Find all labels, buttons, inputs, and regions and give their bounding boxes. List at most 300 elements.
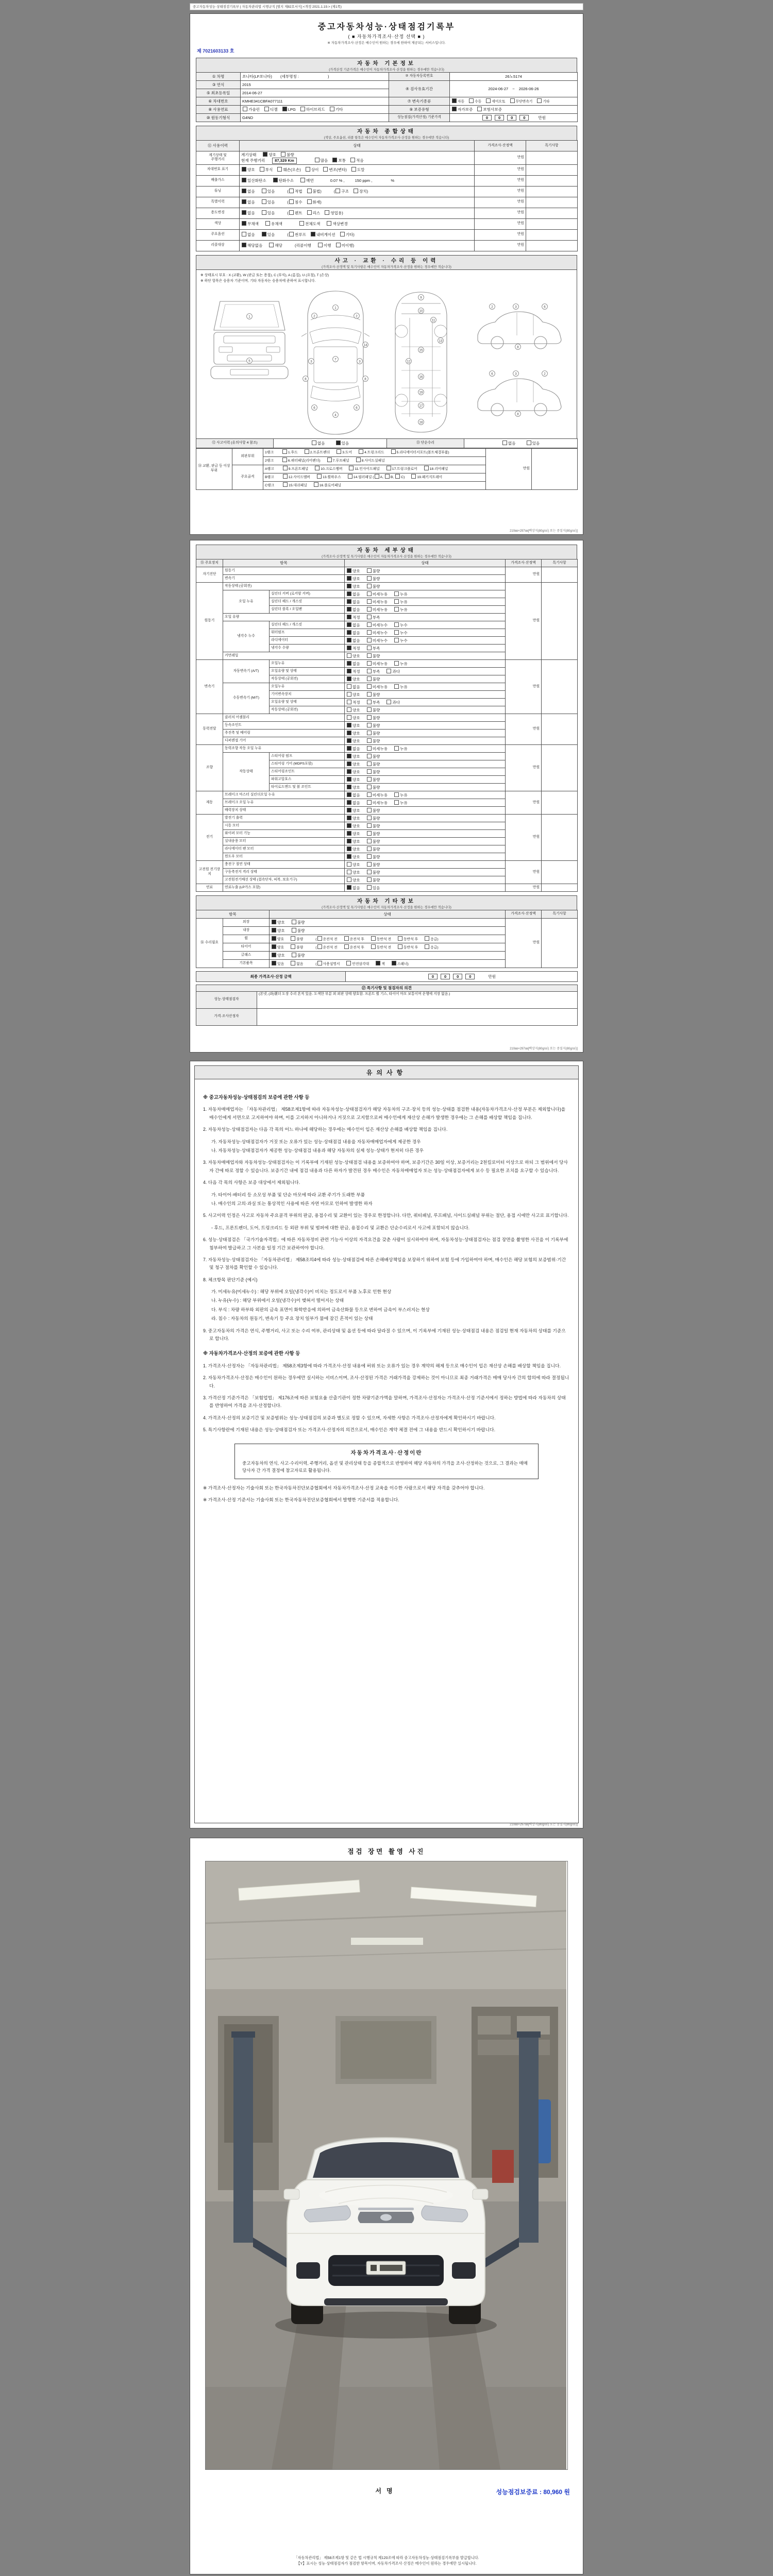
checkbox[interactable] — [291, 944, 295, 949]
checkbox[interactable] — [347, 692, 351, 697]
table-cell: 양호 불량 — [345, 784, 506, 791]
checkbox[interactable] — [424, 466, 429, 470]
table-row — [196, 164, 578, 175]
checkbox[interactable] — [367, 646, 372, 650]
checkbox[interactable] — [367, 792, 372, 797]
checkbox-checked[interactable] — [347, 607, 351, 612]
svg-text:7: 7 — [334, 358, 337, 362]
checkbox[interactable] — [283, 466, 288, 470]
checkbox[interactable] — [367, 622, 372, 627]
checkbox[interactable] — [367, 692, 372, 697]
checkbox[interactable] — [386, 700, 391, 704]
checkbox[interactable] — [367, 715, 372, 720]
checkbox[interactable] — [292, 953, 296, 957]
checkbox[interactable] — [347, 877, 351, 882]
checkbox[interactable] — [292, 920, 296, 924]
table-cell: 원동기 — [223, 567, 345, 575]
checkbox[interactable] — [243, 107, 247, 111]
checkbox-checked[interactable] — [272, 944, 276, 949]
table-cell: 양호 불량 — [345, 730, 506, 737]
checkbox[interactable] — [367, 568, 372, 573]
checkbox[interactable] — [281, 152, 285, 157]
checkbox[interactable] — [398, 936, 402, 941]
table-row — [196, 991, 578, 1008]
checkbox[interactable] — [306, 167, 310, 172]
doc-note: ※ 자동차가격조사·산정은 매수인이 원하는 경우에 한하여 제공되는 서비스입니다. — [327, 41, 446, 45]
checkbox-checked[interactable] — [347, 854, 351, 859]
checkbox[interactable] — [394, 792, 399, 797]
spacer — [296, 110, 300, 111]
checkbox-checked[interactable] — [347, 800, 351, 805]
checkbox[interactable] — [398, 944, 402, 949]
checkbox-checked[interactable] — [347, 746, 351, 751]
checkbox[interactable] — [375, 474, 379, 479]
checkbox[interactable] — [367, 816, 372, 820]
checkbox[interactable] — [317, 474, 322, 479]
checkbox-checked[interactable] — [376, 961, 380, 965]
checkbox[interactable] — [317, 944, 322, 949]
checkbox[interactable] — [367, 599, 372, 604]
notice-line: 다. 부식 : 차량 하부와 외판의 금속 표면이 화학반응에 의하여 금속산화물 등으로 변하여 금속이 부스러지는 현상 — [211, 1307, 430, 1312]
checkbox[interactable] — [317, 961, 322, 965]
checkbox[interactable] — [367, 607, 372, 612]
checkbox[interactable] — [394, 746, 399, 751]
checkbox[interactable] — [367, 785, 372, 789]
checkbox[interactable] — [510, 98, 515, 103]
table-cell: ⑨ 보증유형 — [389, 106, 450, 114]
checkbox[interactable] — [300, 107, 305, 111]
checkbox[interactable] — [537, 98, 542, 103]
checkbox[interactable] — [367, 877, 372, 882]
checkbox[interactable] — [367, 723, 372, 727]
notice-line: 6. 성능·상태점검은 「국가기술자격법」에 따른 자동차정비 관련 기능사 이상의 자격요건을 갖춘 사람이 실시하여야 하며, 자동차성능·상태점검자는 점검 장면을 촬영한 사진을 이 기록부에 첨부하여 발급하고 그 사본을 일정 기간 보관하여야 합니다. — [203, 1237, 568, 1250]
checkbox[interactable] — [394, 591, 399, 596]
table-cell: (본넷, (좌)휀더 도장 수리 흔적 있음. 도색한 부분 외 외판 상태 양호함. 프론트 휠 기스, 타이어 마모 보통이며 운행에 지장 없음.) — [257, 991, 578, 1008]
checkbox[interactable] — [394, 599, 399, 604]
checkbox-checked[interactable] — [347, 723, 351, 727]
checkbox-checked[interactable] — [347, 638, 351, 642]
section-title: 자동차 종합상태 — [357, 128, 416, 134]
checkbox[interactable] — [367, 576, 372, 581]
table-cell: 없음 있음 — [274, 438, 387, 448]
checkbox[interactable] — [282, 449, 287, 454]
checkbox[interactable] — [264, 107, 269, 111]
checkbox[interactable] — [367, 676, 372, 681]
checkbox[interactable] — [367, 684, 372, 689]
checkbox-checked[interactable] — [242, 210, 246, 215]
spacer — [255, 235, 261, 236]
checkbox[interactable] — [262, 210, 266, 215]
checkbox[interactable] — [367, 669, 372, 673]
svg-text:2: 2 — [356, 314, 358, 318]
form-size-note: 210㎜×297㎜[백상지(80g/㎡) 또는 중질지(80g/㎡)] — [510, 1047, 578, 1050]
table-cell: 양호 불량 — [270, 927, 506, 935]
checkbox[interactable] — [367, 653, 372, 658]
table-cell: 만원 — [475, 208, 526, 218]
checkbox[interactable] — [289, 210, 294, 215]
checkbox[interactable] — [367, 854, 372, 859]
checkbox[interactable] — [367, 638, 372, 642]
checkbox[interactable] — [527, 440, 531, 445]
spacer — [360, 881, 366, 882]
notice-line: 나. 매수인의 고의·과실 또는 통상적인 사용에 따른 자연 마모로 인하여 발생한 하자 — [211, 1200, 373, 1206]
checkbox[interactable] — [385, 474, 390, 479]
checkbox[interactable] — [277, 167, 282, 172]
overall-state-table — [196, 140, 578, 251]
checkbox[interactable] — [336, 243, 341, 247]
checkbox[interactable] — [289, 189, 294, 193]
table-cell: 디퍼렌셜 기어 — [223, 737, 345, 745]
table-cell: 1랭크 1.후드 2.프론트펜더 3.도어 4.트렁크리드 5.라디에이터서포트(볼트체결부품) — [263, 448, 486, 456]
checkbox[interactable] — [315, 158, 320, 162]
checkbox-checked[interactable] — [347, 599, 351, 604]
svg-text:6: 6 — [313, 406, 315, 410]
checkbox[interactable] — [356, 457, 361, 462]
checkbox-checked[interactable] — [347, 785, 351, 789]
checkbox-checked[interactable] — [311, 232, 315, 236]
checkbox[interactable] — [291, 961, 295, 965]
checkbox-checked[interactable] — [347, 576, 351, 581]
checkbox-checked[interactable] — [272, 961, 276, 965]
table-cell: 자가보증 보험사보증 — [450, 106, 578, 114]
checkbox[interactable] — [367, 800, 372, 805]
checkbox[interactable] — [394, 622, 399, 627]
checkbox[interactable] — [367, 862, 372, 867]
notice-line: 5. 특기사항란에 기재된 내용은 성능·상태점검자 또는 가격조사·산정자의 의견으로서, 매수인은 계약 체결 전에 그 내용을 반드시 확인하시기 바랍니다. — [203, 1427, 496, 1433]
checkbox-checked[interactable] — [242, 199, 246, 204]
form-size-note: 210㎜×297㎜[백상지(80g/㎡) 또는 중질지(80g/㎡)] — [510, 530, 578, 533]
checkbox[interactable] — [337, 449, 341, 454]
checkbox[interactable] — [289, 199, 294, 204]
checkbox[interactable] — [367, 731, 372, 735]
section-note: (가격조사·산정액 및 특기사항은 매수인이 자동차가격조사·산정을 원하는 경우에만 적습니다) — [322, 555, 451, 558]
checkbox[interactable] — [347, 862, 351, 867]
checkbox[interactable] — [391, 449, 396, 454]
checkbox[interactable] — [367, 831, 372, 836]
checkbox-checked[interactable] — [242, 178, 246, 182]
spacer — [360, 850, 366, 851]
table-cell: 만원 — [506, 884, 542, 892]
spacer — [532, 102, 536, 103]
checkbox[interactable] — [394, 607, 399, 612]
checkbox[interactable] — [299, 221, 304, 226]
checkbox-checked[interactable] — [452, 98, 457, 103]
checkbox[interactable] — [367, 808, 372, 812]
checkbox[interactable] — [291, 936, 295, 941]
table-cell: 양호 불량 — [345, 575, 506, 583]
table-row — [196, 186, 578, 197]
checkbox-checked[interactable] — [347, 761, 351, 766]
table-row — [196, 141, 578, 151]
checkbox[interactable] — [394, 630, 399, 635]
checkbox[interactable] — [367, 700, 372, 704]
checkbox[interactable] — [282, 457, 287, 462]
table-row — [196, 660, 578, 668]
checkbox[interactable] — [325, 210, 329, 215]
checkbox-checked[interactable] — [336, 440, 341, 445]
table-cell: ⑩ 원동기형식 — [196, 114, 241, 122]
signature-row — [196, 2481, 577, 2506]
checkbox[interactable] — [283, 474, 288, 479]
etc-info-table — [196, 910, 578, 968]
checkbox[interactable] — [502, 440, 507, 445]
checkbox-checked[interactable] — [242, 221, 246, 226]
checkbox[interactable] — [305, 449, 309, 454]
table-cell: 양호 불량 — [345, 714, 506, 722]
checkbox-checked[interactable] — [392, 961, 396, 965]
spacer — [262, 246, 268, 247]
checkbox-checked[interactable] — [347, 646, 351, 650]
table-cell: 양호 불량 — [270, 952, 506, 960]
checkbox[interactable] — [367, 839, 372, 843]
checkbox[interactable] — [242, 232, 246, 236]
checkbox[interactable] — [394, 800, 399, 805]
checkbox-checked[interactable] — [347, 568, 351, 573]
svg-text:5: 5 — [248, 359, 250, 363]
table-cell: 스티어링 기어 (MDPS포함) — [270, 760, 345, 768]
checkbox[interactable] — [486, 98, 491, 103]
checkbox-checked[interactable] — [347, 630, 351, 635]
checkbox[interactable] — [347, 700, 351, 704]
checkbox-checked[interactable] — [262, 232, 266, 236]
checkbox-checked[interactable] — [347, 885, 351, 890]
table-cell: 라디에이터 팬 모터 — [223, 845, 345, 853]
table-cell: 특기사항 — [526, 141, 578, 151]
checkbox-checked[interactable] — [272, 928, 276, 933]
checkbox[interactable] — [289, 232, 294, 236]
checkbox-checked[interactable] — [347, 676, 351, 681]
checkbox[interactable] — [354, 189, 358, 193]
checkbox-checked[interactable] — [347, 792, 351, 797]
checkbox-checked[interactable] — [347, 669, 351, 673]
checkbox-checked[interactable] — [347, 584, 351, 588]
checkbox[interactable] — [394, 684, 399, 689]
table-cell: 구동축전지 격리 상태 — [223, 869, 345, 876]
checkbox[interactable] — [300, 178, 305, 182]
spacer — [360, 672, 366, 673]
spacer — [388, 641, 394, 642]
table-cell: 실내송풍 모터 — [223, 838, 345, 845]
table-cell: 양호 불량 — [345, 845, 506, 853]
checkbox[interactable] — [347, 707, 351, 712]
checkbox[interactable] — [425, 936, 429, 941]
checkbox[interactable] — [349, 466, 354, 470]
checkbox-checked[interactable] — [263, 152, 267, 157]
checkbox[interactable] — [367, 870, 372, 874]
checkbox[interactable] — [330, 107, 334, 111]
checkbox[interactable] — [340, 232, 345, 236]
notice-line: 1. 가격조사·산정자는 「자동차관리법」 제58조제3항에 따라 가격조사·산정 내용에 허위 또는 오류가 있는 경우 계약의 해제 등으로 매수인이 입은 재산상 손해를 배상할 책임을 집니다. — [203, 1363, 561, 1368]
checkbox[interactable] — [477, 107, 482, 111]
checkbox[interactable] — [314, 482, 318, 487]
checkbox-checked[interactable] — [347, 754, 351, 758]
checkbox[interactable] — [327, 457, 332, 462]
checkbox-checked[interactable] — [347, 816, 351, 820]
checkbox[interactable] — [394, 661, 399, 666]
checkbox[interactable] — [327, 221, 331, 226]
checkbox[interactable] — [367, 769, 372, 774]
checkbox[interactable] — [348, 474, 352, 479]
checkbox[interactable] — [367, 846, 372, 851]
checkbox-checked[interactable] — [347, 769, 351, 774]
checkbox-checked[interactable] — [242, 243, 246, 247]
checkbox[interactable] — [323, 167, 328, 172]
checkbox[interactable] — [367, 777, 372, 782]
section-note: (색상, 주요옵션, 리콜 항목은 매수인이 자동차가격조사·산정을 원하는 경우에만 적습니다) — [324, 136, 449, 140]
table-cell: 양호 불량 — [345, 861, 506, 869]
checkbox-checked[interactable] — [282, 107, 287, 111]
checkbox[interactable] — [344, 936, 349, 941]
page-footer — [196, 2555, 577, 2569]
table-cell: 연료 — [196, 884, 223, 892]
checkbox-checked[interactable] — [242, 167, 246, 172]
table-row — [196, 791, 578, 799]
checkbox[interactable] — [411, 474, 416, 479]
checkbox[interactable] — [292, 928, 296, 933]
checkbox-checked[interactable] — [347, 839, 351, 843]
checkbox[interactable] — [269, 243, 274, 247]
checkbox[interactable] — [307, 210, 312, 215]
table-cell: 실린더 헤드 / 개스킷 — [270, 621, 345, 629]
checkbox[interactable] — [283, 482, 288, 487]
checkbox[interactable] — [395, 474, 400, 479]
checkbox[interactable] — [469, 98, 474, 103]
checkbox-checked[interactable] — [347, 731, 351, 735]
checkbox[interactable] — [346, 961, 351, 965]
checkbox[interactable] — [367, 661, 372, 666]
spacer — [372, 181, 391, 182]
checkbox[interactable] — [394, 638, 399, 642]
table-row — [196, 240, 578, 251]
checkbox[interactable] — [347, 715, 351, 720]
checkbox-checked[interactable] — [347, 738, 351, 743]
table-cell: 상태 — [240, 141, 475, 151]
checkbox[interactable] — [371, 944, 376, 949]
signature-label[interactable]: 서명 — [375, 2487, 398, 2495]
spacer — [275, 192, 287, 193]
notice-line: - 후드, 프론트펜더, 도어, 트렁크리드 등 외판 부위 및 범퍼에 대한 판금, 용접수리 및 교환은 단순수리로서 사고에 포함되지 않습니다. — [211, 1225, 470, 1230]
table-cell: 없음 미세누유 누유 — [345, 799, 506, 807]
section-note: (가격산정 기준가격은 매수인이 자동차가격조사·산정을 원하는 경우에만 적습니다) — [329, 68, 444, 72]
checkbox[interactable] — [344, 944, 349, 949]
checkbox[interactable] — [260, 167, 264, 172]
checkbox[interactable] — [262, 189, 266, 193]
spacer — [346, 161, 350, 162]
checkbox[interactable] — [367, 615, 372, 619]
checkbox[interactable] — [307, 189, 312, 193]
checkbox[interactable] — [262, 199, 266, 204]
table-cell: 없음 있음 ( 썬루프 내비게이션 기타) — [240, 229, 475, 240]
spacer — [360, 703, 366, 704]
spacer — [274, 461, 282, 462]
checkbox[interactable] — [367, 630, 372, 635]
checkbox-checked[interactable] — [347, 615, 351, 619]
checkbox[interactable] — [359, 449, 363, 454]
spacer — [360, 595, 366, 596]
checkbox-checked[interactable] — [347, 777, 351, 782]
checkbox-checked[interactable] — [347, 823, 351, 828]
checkbox-checked[interactable] — [347, 661, 351, 666]
notice-line: 7. 자동차성능·상태점검자는 「자동차관리법」 제58조의4에 따라 성능·상태점검에 따른 손해배상책임을 보장하기 위하여 보험 등에 가입하여야 하며, 매수인은 해당 보험의 보증범위·기간 및 청구 절차를 확인할 수 있습니다. — [203, 1257, 566, 1270]
checkbox-checked[interactable] — [347, 831, 351, 836]
table-row — [196, 151, 578, 165]
checkbox[interactable] — [315, 466, 320, 470]
checkbox-checked[interactable] — [347, 591, 351, 596]
checkbox-checked[interactable] — [272, 953, 276, 957]
spacer — [388, 595, 394, 596]
table-cell: 자기진단 — [196, 567, 223, 583]
checkbox[interactable] — [371, 936, 376, 941]
vehicle-detail-table — [196, 559, 578, 892]
table-cell: 변속기 — [223, 575, 345, 583]
notice-line: 라. 침수 : 자동차의 원동기, 변속기 등 주요 장치 일부가 물에 잠긴 흔적이 있는 상태 — [211, 1316, 373, 1321]
value-box: 0 — [465, 974, 475, 980]
svg-text:2: 2 — [544, 372, 546, 376]
footer-note-1: 「자동차관리법」 제58조제1항 및 같은 법 시행규칙 제120조에 따라 중고자동차성능·상태점검기록부를 발급합니다. — [294, 2555, 479, 2560]
table-cell: 해당없음 해당 (리콜이행 이행 미이행) — [240, 240, 475, 251]
checkbox-checked[interactable] — [347, 622, 351, 627]
checkbox-checked[interactable] — [452, 107, 457, 111]
table-cell: 없음 미세누수 누수 — [345, 629, 506, 637]
checkbox-checked[interactable] — [273, 178, 278, 182]
checkbox[interactable] — [367, 885, 372, 890]
checkbox[interactable] — [351, 167, 356, 172]
checkbox[interactable] — [347, 684, 351, 689]
checkbox[interactable] — [367, 754, 372, 758]
table-cell: 차대번호 표기 — [196, 164, 240, 175]
checkbox[interactable] — [367, 746, 372, 751]
checkbox[interactable] — [347, 870, 351, 874]
section-note: (가격조사·산정액 및 특기사항은 매수인이 자동차가격조사·산정을 원하는 경우에만 적습니다) — [322, 906, 451, 909]
checkbox[interactable] — [350, 158, 355, 162]
checkbox-checked[interactable] — [347, 808, 351, 812]
checkbox[interactable] — [317, 936, 322, 941]
checkbox-checked[interactable] — [272, 936, 276, 941]
notice-heading: ※ 중고자동차성능·상태점검의 보증에 관한 사항 등 — [203, 1094, 310, 1100]
checkbox[interactable] — [367, 584, 372, 588]
checkbox-checked[interactable] — [272, 920, 276, 924]
checkbox[interactable] — [367, 738, 372, 743]
table-row — [196, 567, 578, 575]
table-cell: 고전원 전기장치 — [196, 861, 223, 884]
checkbox[interactable] — [265, 221, 270, 226]
table-cell: 냉각수 누수 — [223, 621, 270, 652]
checkbox[interactable] — [386, 669, 391, 673]
table-cell — [542, 884, 578, 892]
table-cell: 리콜대상 — [196, 240, 240, 251]
checkbox[interactable] — [307, 199, 312, 204]
checkbox[interactable] — [347, 653, 351, 658]
table-cell: 2024-06-27 ~ 2026-06-26 — [450, 81, 578, 97]
doc-subtitle: ( ■ 자동차가격조사·산정 선택 ■ ) — [348, 34, 425, 39]
table-row — [196, 73, 578, 81]
checkbox-checked[interactable] — [332, 158, 337, 162]
checkbox[interactable] — [367, 761, 372, 766]
checkbox[interactable] — [367, 823, 372, 828]
checkbox[interactable] — [386, 466, 391, 470]
svg-text:14: 14 — [363, 343, 367, 347]
checkbox[interactable] — [335, 189, 340, 193]
checkbox[interactable] — [367, 591, 372, 596]
checkbox-checked[interactable] — [242, 189, 246, 193]
checkbox[interactable] — [367, 707, 372, 712]
checkbox[interactable] — [425, 944, 429, 949]
spacer — [349, 461, 356, 462]
checkbox-checked[interactable] — [347, 846, 351, 851]
checkbox[interactable] — [318, 243, 323, 247]
checkbox[interactable] — [312, 440, 316, 445]
table-cell: 자동 수동 세미오토 무단변속기 기타 — [450, 97, 578, 106]
